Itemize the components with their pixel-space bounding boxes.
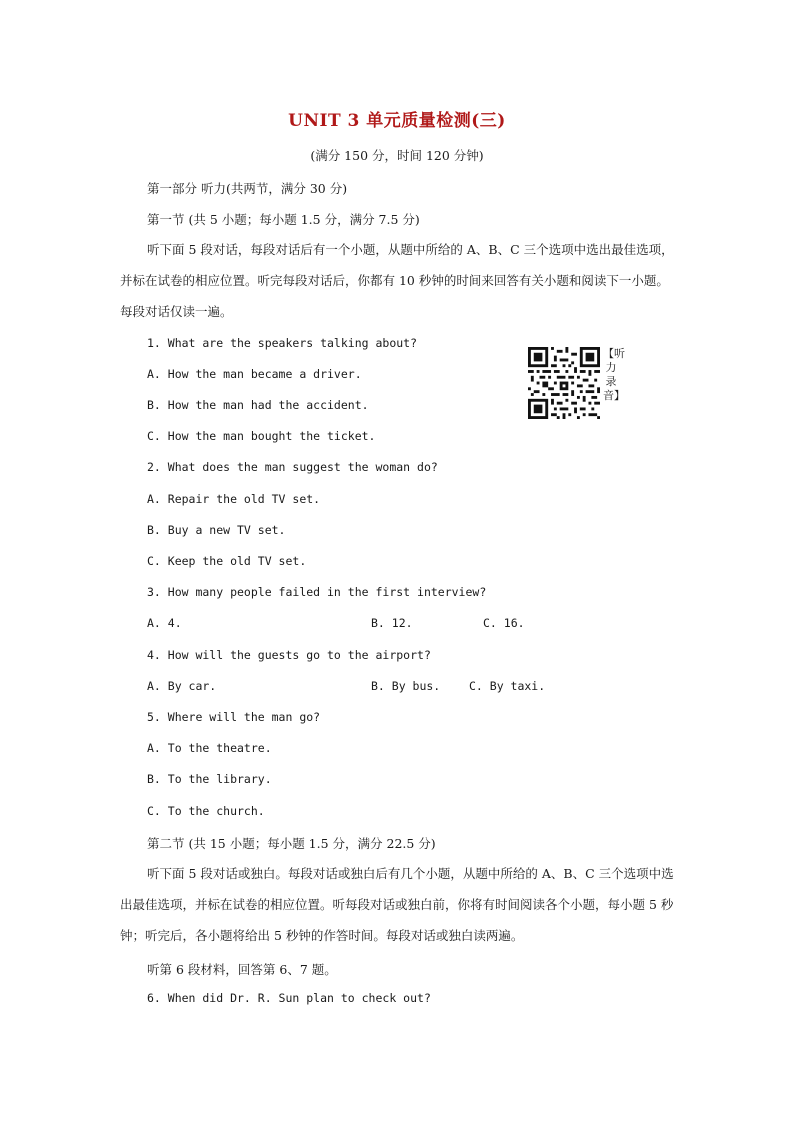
question-3: 3. How many people failed in the first interview? (147, 585, 487, 599)
question-2: 2. What does the man suggest the woman do? (147, 460, 438, 474)
q4-option-a: A. By car. (147, 679, 217, 693)
page-title: UNIT 3 单元质量检测(三) (288, 111, 506, 131)
q1-option-a: A. How the man became a driver. (147, 367, 362, 381)
q1-option-c: C. How the man bought the ticket. (147, 429, 376, 443)
q5-option-b: B. To the library. (147, 772, 272, 786)
q5-option-a: A. To the theatre. (147, 741, 272, 755)
q2-option-a: A. Repair the old TV set. (147, 492, 321, 506)
q4-option-c: C. By taxi. (469, 679, 546, 693)
section2-instruction: 听下面 5 段对话或独白。每段对话或独白后有几个小题，从题中所给的 A、B、C 三个选项中选出最佳选项，并标在试卷的相应位置。听每段对话或独白前，你将有时间阅读各个小题，每小题 5 秒钟；听完后，各小题将给出 5 秒钟的作答时间。每段对话或独白读两遍。 (120, 866, 674, 943)
q4-option-b: B. By bus. (371, 679, 441, 693)
score-time-note: (满分 150 分，时间 120 分钟) (310, 148, 484, 163)
section1-instruction: 听下面 5 段对话，每段对话后有一个小题，从题中所给的 A、B、C 三个选项中选出最佳选项，并标在试卷的相应位置。听完每段对话后，你都有 10 秒钟的时间来回答有关小题和阅读下一小题。每段对话仅读一遍。 (120, 242, 674, 319)
qr-code-icon[interactable] (528, 347, 600, 419)
section2-heading: 第二节 (共 15 小题；每小题 1.5 分，满分 22.5 分) (147, 836, 436, 851)
part1-heading: 第一部分 听力(共两节，满分 30 分) (147, 181, 348, 196)
qr-audio-label: 【听力录音】 (603, 347, 625, 402)
question-4: 4. How will the guests go to the airport? (147, 648, 431, 662)
question-5: 5. Where will the man go? (147, 710, 321, 724)
section1-heading: 第一节 (共 5 小题；每小题 1.5 分，满分 7.5 分) (147, 212, 420, 227)
q3-option-b: B. 12. (371, 616, 413, 630)
q1-option-b: B. How the man had the accident. (147, 398, 369, 412)
q2-option-b: B. Buy a new TV set. (147, 523, 286, 537)
q5-option-c: C. To the church. (147, 804, 265, 818)
question-6: 6. When did Dr. R. Sun plan to check out? (147, 991, 431, 1005)
q3-option-c: C. 16. (483, 616, 525, 630)
q2-option-c: C. Keep the old TV set. (147, 554, 307, 568)
question-1: 1. What are the speakers talking about? (147, 336, 418, 350)
q3-option-a: A. 4. (147, 616, 182, 630)
material-6-note: 听第 6 段材料，回答第 6、7 题。 (147, 962, 337, 977)
